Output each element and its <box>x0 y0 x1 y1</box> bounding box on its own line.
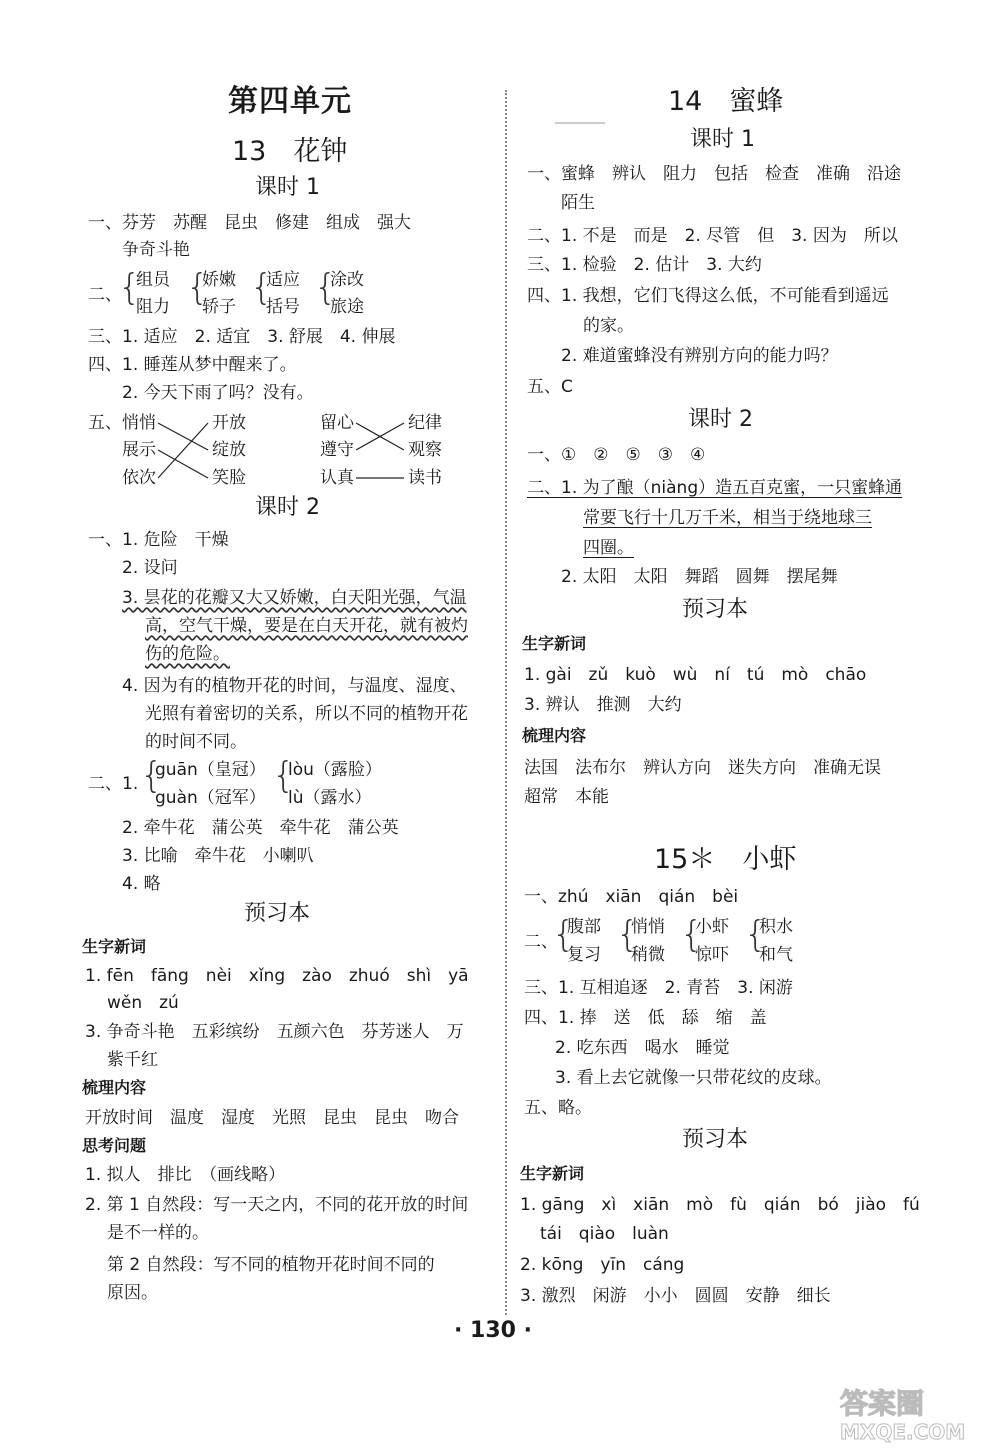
p13-content: 开放时间 温度 湿度 光照 昆虫 昆虫 吻合 <box>85 1108 459 1128</box>
pron-guan4: guàn（冠军） <box>155 788 266 808</box>
l14-q1-cont: 陌生 <box>561 193 595 213</box>
l13-q2-c1: 适应 <box>266 270 300 290</box>
match-right-b-1: 纪律 <box>408 413 442 433</box>
l13-k2-e2: 2. 牵牛花 蒲公英 牵牛花 蒲公英 <box>122 818 399 838</box>
p13-q2d: 原因。 <box>107 1283 158 1303</box>
l15-q2-c1: 小虾 <box>695 917 729 937</box>
p15-pinyin-2: 2. kōng yīn cáng <box>520 1255 685 1275</box>
l13-k2-q3c: 伤的危险。 <box>145 644 230 664</box>
l15-q2-a1: 腹部 <box>567 917 601 937</box>
l15-q3: 三、1. 互相追逐 2. 青苔 3. 闲游 <box>524 978 793 998</box>
p13-pinyin-1-cont: wěn zú <box>107 993 179 1013</box>
section-questions: 思考问题 <box>82 1136 147 1155</box>
match-line <box>356 423 404 450</box>
match-right-b-2: 观察 <box>408 440 442 460</box>
match-line <box>356 423 404 450</box>
l15-q2-d2: 和气 <box>759 945 793 965</box>
p14-content-1: 法国 法布尔 辨认方向 迷失方向 准确无误 <box>524 758 881 778</box>
l15-q2-b1: 悄悄 <box>631 917 665 937</box>
l14-q5: 五、C <box>527 377 573 397</box>
section-new-words-15: 生字新词 <box>520 1164 585 1183</box>
l14-q1: 一、蜜蜂 辨认 阻力 包括 检查 准确 沿途 <box>527 164 901 184</box>
l13-q2-a2: 阻力 <box>136 297 170 317</box>
l13-q4-2: 2. 今天下雨了吗？没有。 <box>122 383 314 403</box>
p15-words-3: 3. 激烈 闲游 小小 圆圆 安静 细长 <box>520 1286 831 1306</box>
l15-q4-3: 3. 看上去它就像一只带花纹的皮球。 <box>555 1068 832 1088</box>
unit-title: 第四单元 <box>228 84 352 119</box>
brace-icon: { <box>552 914 575 955</box>
p14-content-2: 超常 本能 <box>524 787 609 807</box>
column-divider <box>505 90 507 1315</box>
l14-k2-q2a: 二、1. 为了酿（niàng）造五百克蜜，一只蜜蜂通 <box>527 478 903 498</box>
l15-q4-1: 四、1. 捧 送 低 舔 缩 盖 <box>524 1008 767 1028</box>
l13-k2-q4b: 光照有着密切的关系，所以不同的植物开花 <box>145 704 468 724</box>
preview-title-15: 预习本 <box>682 1127 749 1152</box>
brace-icon: { <box>250 267 273 308</box>
brace-icon: { <box>314 267 337 308</box>
brace-icon: { <box>186 267 209 308</box>
l13-q4-1: 四、1. 睡莲从梦中醒来了。 <box>88 355 297 375</box>
l15-q1: 一、zhú xiān qián bèi <box>524 887 739 907</box>
match-mid-1: 开放 <box>212 413 246 433</box>
p13-words-3: 3. 争奇斗艳 五彩缤纷 五颜六色 芬芳迷人 万 <box>85 1022 464 1042</box>
l13-k2-q3b: 高，空气干燥，要是在白天开花，就有被灼 <box>145 616 468 636</box>
l15-q5: 五、略。 <box>524 1098 592 1118</box>
l14-q4-2: 2. 难道蜜蜂没有辨别方向的能力吗？ <box>561 346 838 366</box>
match-mid-3: 笑脸 <box>212 468 246 488</box>
p13-q2b: 是不一样的。 <box>107 1223 209 1243</box>
l14-k2-q2d: 2. 太阳 太阳 舞蹈 圆舞 摆尾舞 <box>561 567 838 587</box>
preview-title: 预习本 <box>244 901 311 926</box>
l13-k2-q2: 2. 设问 <box>122 558 178 578</box>
l13-q2-label: 二、 <box>88 285 122 305</box>
p15-pinyin-1-cont: tái qiào luàn <box>540 1224 669 1244</box>
match-mid-2: 绽放 <box>212 440 246 460</box>
lesson-14-period-2: 课时 2 <box>688 407 753 432</box>
brace-icon: { <box>118 267 141 308</box>
l13-q5-label: 五、 <box>88 413 122 433</box>
lesson-14-title: 14 蜜蜂 <box>668 86 784 117</box>
brace-icon: { <box>140 755 163 796</box>
watermark-bottom-text: MXQE.COM <box>840 1420 966 1443</box>
preview-title-14: 预习本 <box>682 597 749 622</box>
l14-q4-1-cont: 的家。 <box>583 316 634 336</box>
section-new-words-14: 生字新词 <box>522 634 587 653</box>
pron-lu: lù（露水） <box>288 788 372 808</box>
brace-icon: { <box>680 914 703 955</box>
p15-pinyin-1: 1. gāng xì xiān mò fù qián bó jiào fú <box>520 1195 920 1215</box>
l13-q2-c2: 括号 <box>266 297 300 317</box>
l15-q2-c2: 惊吓 <box>695 945 729 965</box>
l13-q2-b2: 轿子 <box>202 297 236 317</box>
match-right-a-3: 认真 <box>320 468 354 488</box>
section-content: 梳理内容 <box>82 1078 147 1097</box>
page-number: · 130 · <box>454 1318 532 1343</box>
l13-k2-e-label: 二、1. <box>88 774 139 794</box>
l15-q2-a2: 复习 <box>567 945 601 965</box>
l13-q2-d1: 涂改 <box>330 270 364 290</box>
match-left-2: 展示 <box>122 440 156 460</box>
lesson-13-title: 13 花钟 <box>232 136 348 167</box>
l13-q1: 一、芬芳 苏醒 昆虫 修建 组成 强大 <box>88 213 411 233</box>
pron-lou: lòu（露脸） <box>288 760 382 780</box>
p14-words-3: 3. 辨认 推测 大约 <box>524 695 682 715</box>
l13-k2-e3: 3. 比喻 牵牛花 小喇叭 <box>122 846 314 866</box>
brace-icon: { <box>744 914 767 955</box>
lesson-14-period-1: 课时 1 <box>690 127 755 152</box>
brace-icon: { <box>272 755 295 796</box>
brace-icon: { <box>616 914 639 955</box>
l13-k2-q4a: 4. 因为有的植物开花的时间，与温度、湿度、 <box>122 676 467 696</box>
pron-guan1: guān（皇冠） <box>155 760 266 780</box>
l13-q3: 三、1. 适应 2. 适宜 3. 舒展 4. 伸展 <box>88 327 396 347</box>
l13-q2-a1: 组员 <box>136 270 170 290</box>
l13-k2-q4c: 的时间不同。 <box>145 732 247 752</box>
p13-pinyin-1: 1. fēn fāng nèi xǐng zào zhuó shì yā <box>85 966 469 986</box>
watermark-top-text: 答案圈 <box>840 1387 925 1420</box>
match-left-1: 悄悄 <box>122 413 156 433</box>
lesson-15-title: 15＊ 小虾 <box>654 844 797 875</box>
l13-k2-e4: 4. 略 <box>122 874 161 894</box>
l14-q2: 二、1. 不是 而是 2. 尽管 但 3. 因为 所以 <box>527 226 898 246</box>
match-right-a-2: 遵守 <box>320 440 354 460</box>
match-left-3: 依次 <box>122 468 156 488</box>
l15-q2-d1: 积水 <box>759 917 793 937</box>
l15-q4-2: 2. 吃东西 喝水 睡觉 <box>555 1038 730 1058</box>
l13-q2-b1: 娇嫩 <box>202 270 236 290</box>
match-line <box>158 423 208 478</box>
l14-k2-q2b: 常要飞行十几万千米，相当于绕地球三 <box>583 508 872 528</box>
match-line <box>158 423 208 450</box>
p13-words-3-cont: 紫千红 <box>107 1050 158 1070</box>
l13-k2-q1: 一、1. 危险 干燥 <box>88 530 229 550</box>
l13-q1-cont: 争奇斗艳 <box>122 240 190 260</box>
p13-q2a: 2. 第 1 自然段：写一天之内，不同的花开放的时间 <box>85 1195 469 1215</box>
l13-q2-d2: 旅途 <box>330 297 364 317</box>
l13-k2-q3a: 3. 昙花的花瓣又大又娇嫩，白天阳光强，气温 <box>122 588 467 608</box>
section-content-14: 梳理内容 <box>522 726 587 745</box>
l14-k2-q1: 一、① ② ⑤ ③ ④ <box>527 445 706 465</box>
l14-k2-q2c: 四圈。 <box>583 538 634 558</box>
p13-q1: 1. 拟人 排比 （画线略） <box>85 1165 286 1185</box>
p14-pinyin-1: 1. gài zǔ kuò wù ní tú mò chāo <box>524 665 867 685</box>
lesson-13-period-1: 课时 1 <box>255 175 320 200</box>
l15-q2-label: 二、 <box>524 932 558 952</box>
match-right-a-1: 留心 <box>320 413 354 433</box>
match-line <box>158 450 208 478</box>
lesson-13-period-2: 课时 2 <box>255 495 320 520</box>
l14-q4-1: 四、1. 我想，它们飞得这么低，不可能看到遥远 <box>527 286 889 306</box>
watermark-logo <box>835 1383 985 1443</box>
p13-q2c: 第 2 自然段：写不同的植物开花时间不同的 <box>107 1255 435 1275</box>
l14-q3: 三、1. 检验 2. 估计 3. 大约 <box>527 255 762 275</box>
l15-q2-b2: 稍微 <box>631 945 665 965</box>
match-right-b-3: 读书 <box>408 468 442 488</box>
section-new-words: 生字新词 <box>82 937 147 956</box>
